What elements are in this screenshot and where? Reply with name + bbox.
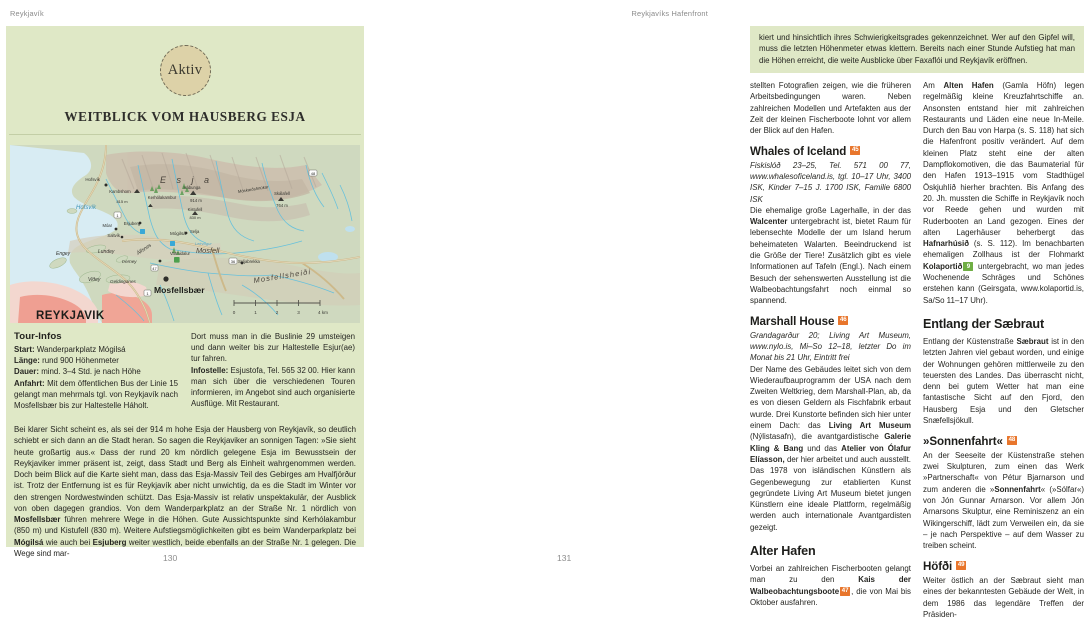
- svg-text:Álfsnes: Álfsnes: [135, 242, 153, 257]
- panel-divider: [9, 134, 361, 135]
- poi-heading-hofdi: [923, 560, 1084, 573]
- esja-bold-esjuberg: Esjuberg: [92, 537, 127, 547]
- alterhafen-text-part2: , die von Mai bis Oktober ausfahren.: [750, 586, 911, 607]
- svg-text:4 km: 4 km: [318, 310, 328, 315]
- marshall-text-part4: der hier arbeitet und auch ausstellt. Das 1978 von isländischen Künstlern als Gegenbewegung zur etablierten Kunst gegründete Living Art Museum bietet jungen Künstlern eine ideale Plattform, regelmäßig werden auch internationale Avantgardisten gezeigt.: [750, 454, 911, 532]
- svg-text:1: 1: [116, 212, 119, 218]
- hafen-bold-kolaportid: Kolaportið: [923, 261, 963, 271]
- whales-bold-walcenter: Walcenter: [750, 217, 788, 227]
- alterhafen-bold-kais: Kais der Walbeobachtungsboote: [750, 575, 911, 596]
- svg-text:Mosfellsheiði: Mosfellsheiði: [252, 266, 312, 285]
- hafen-bold-alten-hafen: Alten Hafen: [943, 81, 994, 90]
- tour-infos-continuation: Dort muss man in die Buslinie 29 umsteigen und dann weiter bis zur Haltestelle Esjur(ae) tur fahren.: [191, 332, 355, 364]
- tour-info-label-anfahrt: Anfahrt:: [14, 378, 45, 388]
- sonnenfahrt-text-part1: An der Seeseite der Küstenstraße stehen zwei Skulpturen, zum einen das Werk »Partnerschaft« von Pétur Bjarnarson und zum anderen die »: [923, 450, 1084, 494]
- svg-text:3: 3: [297, 310, 300, 315]
- svg-text:Engey: Engey: [56, 251, 71, 257]
- svg-text:E s j a: E s j a: [160, 175, 214, 185]
- svg-text:Kambshorn: Kambshorn: [109, 189, 131, 194]
- tour-infos-heading: Tour-Infos: [14, 331, 62, 342]
- sonnenfahrt-bold-name: Sonnenfahrt: [994, 484, 1041, 494]
- tour-info-value-start: Wanderparkplatz Mógilsá: [36, 345, 126, 354]
- poi-title-whales: Whales of Iceland: [750, 144, 847, 158]
- running-head-left: Reykjavík: [10, 9, 44, 18]
- saebraut-text-part2: ist in den letzten Jahren viel gebaut worden, und einige der Wohnungen gehören mittlerweile zu den teuersten des Landes. Das überrascht nicht, denn bei gutem Wetter hat man eine fantastische Sicht auf den Fjord, den Hausberg Esja und den Gletscher Snæfellsjökull.: [923, 336, 1084, 426]
- left-page: [0, 0, 370, 571]
- whales-text-part1: Die ehemalige große Lagerhalle, in der das: [750, 205, 911, 215]
- svg-text:Kerhólakambur: Kerhólakambur: [147, 195, 177, 200]
- column-middle: [750, 80, 911, 620]
- saebraut-text-part1: Entlang der Küstenstraße: [923, 336, 1017, 346]
- poi-heading-whales-of-iceland: [750, 145, 911, 158]
- esja-body-paragraph: [14, 424, 356, 559]
- svg-text:764 m: 764 m: [276, 203, 288, 208]
- section-heading-alter-hafen: Alter Hafen: [750, 544, 816, 559]
- svg-text:Selja: Selja: [190, 229, 200, 234]
- right-page-columns: [750, 80, 1084, 620]
- tour-infos-block: [14, 331, 356, 411]
- tour-info-value-laenge: rund 900 Höhenmeter: [42, 356, 119, 366]
- poi-title-marshall: Marshall House: [750, 314, 835, 328]
- poi-title-hofdi: Höfði: [923, 559, 953, 573]
- continuation-text: kiert und hinsichtlich ihres Schwierigkeitsgrades gekennzeichnet. Wer auf den Gipfel will, muss die letzten Höhenmeter etwas klettern. Bereits nach einer Stunde Aufstieg hat man die Höhen erreicht, die weite Ausblicke über Faxaflói und Reykjavík eröffnen.: [759, 33, 1075, 65]
- alterhafen-text-part1: Vorbei an zahlreichen Fischerbooten gelangt man zu den: [750, 564, 911, 585]
- svg-text:Mógilsá: Mógilsá: [170, 231, 186, 236]
- tour-infos-col-right: [191, 331, 355, 411]
- hafen-museum-continuation: stellten Fotografien zeigen, wie die früheren Arbeitsbedingungen waren. Neben zahlreichen Modellen und Artefakten aus der Zeit der kleinen Fischerboote lohnt vor allem der Blick auf den Hafen.: [750, 81, 911, 136]
- marshall-text-part3: und das: [803, 443, 842, 453]
- section-heading-saebraut: Entlang der Sæbraut: [923, 316, 1045, 331]
- svg-text:2: 2: [275, 310, 279, 315]
- hafen-text-part1: Am: [923, 81, 944, 90]
- marshall-bold-kling-bang: Galerie Kling & Bang: [750, 432, 911, 453]
- tour-infos-col-left: [14, 331, 178, 411]
- esja-bold-mosfellsbaer: Mosfellsbær: [14, 515, 61, 524]
- svg-text:Móar: Móar: [102, 223, 112, 228]
- svg-text:Þerney: Þerney: [122, 259, 137, 264]
- aktiv-stamp-icon: Aktiv: [160, 45, 211, 96]
- poi-text-hofdi: Weiter östlich an der Sæbraut sieht man eines der bekanntesten Gebäude der Welt, in dem 1986 das legendäre Treffen der Präsiden-: [923, 575, 1084, 619]
- poi-info-marshall: Grandagarður 20; Living Art Museum, www.nylo.is, Mi–So 12–18, letzter Do im Monat bis 21 Uhr, Eintritt frei: [750, 330, 911, 363]
- svg-text:48: 48: [310, 170, 316, 176]
- aktiv-badge-wrap: [6, 26, 364, 96]
- tour-info-row-start: [14, 344, 178, 355]
- svg-text:47: 47: [152, 265, 157, 271]
- poi-heading-marshall-house: [750, 315, 911, 328]
- section-text-saebraut: [923, 336, 1084, 426]
- hafen-text-part2: (Gamla Höfn) legen regelmäßig kleine Kreuzfahrtschiffe an. Ansonsten entstand hier mit zahlreichen Restaurants und Läden eine neue In-Meile. Durch den Bau von Harpa (s. S. 118) hat sich die Hafenfront positiv verändert. Auf dem kleinen Platz steht eine der alten Dampflokomotiven, die das Baumaterial für den Hafen 1913–1915 vom Stadthügel Öskjuhlíð hierher brachten. Bis Anfang des 20. Jh. mussten die Schiffe in Reykjavík noch vor Reede gehen und wurden mit Ruderbooten an Land gezogen. Eines der alten Lagerhäuser beherbergt das: [923, 81, 1084, 237]
- svg-text:Esjuberg: Esjuberg: [123, 221, 141, 226]
- poi-badge-48: 48: [1008, 436, 1016, 444]
- svg-text:830 m: 830 m: [189, 215, 201, 220]
- marshall-text-part2: (Nýlistasafn), die avantgardistische: [750, 432, 885, 442]
- svg-text:Kistufell: Kistufell: [187, 207, 203, 212]
- svg-text:Hofsvík: Hofsvík: [76, 205, 97, 211]
- right-page: [370, 0, 1084, 619]
- tour-info-value-anfahrt: Mit dem öffentlichen Bus der Linie 15 gelangt man mehrmals tgl. von Reykjavík nach Mosfellsbær bis zur Haltestelle Háholt.: [14, 378, 178, 411]
- tour-info-label-dauer: Dauer:: [14, 367, 39, 377]
- poi-text-marshall: [750, 364, 911, 533]
- svg-text:Mosfellsbær: Mosfellsbær: [154, 285, 205, 295]
- continuation-green-strip: [750, 26, 1084, 73]
- svg-text:Geldinganes: Geldinganes: [110, 279, 136, 284]
- alter-hafen-detail-paragraph: [923, 80, 1084, 306]
- running-head-right: Reykjavíks Hafenfront: [631, 9, 708, 18]
- tour-info-row-infostelle: [191, 365, 355, 410]
- page-number-right: 131: [557, 553, 572, 563]
- section-text-alter-hafen: [750, 563, 911, 608]
- page-number-left: 130: [163, 553, 178, 563]
- svg-text:Mosfell: Mosfell: [196, 246, 220, 255]
- poi-badge-49: 49: [957, 561, 965, 569]
- tour-info-label-start: Start:: [14, 345, 35, 354]
- hafen-text-part3: (s. S. 112). Im benachbarten ehemaligen Zollhaus ist der Flohmarkt: [923, 239, 1084, 260]
- column-right: [923, 80, 1084, 620]
- marshall-bold-living-art: Living Art Museum: [828, 421, 911, 431]
- svg-text:Móskarðshnúkar: Móskarðshnúkar: [237, 184, 269, 194]
- activity-title: WEITBLICK VOM HAUSBERG ESJA: [64, 109, 306, 124]
- saebraut-bold-name: Sæbraut: [1016, 336, 1049, 346]
- whales-text-part2: untergebracht ist, bietet Raum für lebensechte Modelle der um Island herum beheimateten Walarten. Beeindruckend ist die Größe der Tiere! Zusätzlich gibt es viele Informationen auf Tafeln (Engl.). Nach einem Besuch der sehenswerten Ausstellung ist die Walbeobachtungsfahrt noch einmal so spannend.: [750, 217, 911, 306]
- hafen-bold-hafnarhusid: Hafnarhúsið: [923, 239, 970, 249]
- marshall-bold-eliasson: Atelier von Ólafur Elíasson,: [750, 443, 911, 464]
- esja-text-part4: weiter westlich, beide ebenfalls an der Straße Nr. 1 gelegen. Die Wege sind mar-: [14, 537, 356, 558]
- esja-text-part1: Bei klarer Sicht scheint es, als sei der 914 m hohe Esja der Hausberg von Reykjavík, so deutlich schiebt er sich dann an die Stadt heran. So sagen die Reykjaviker an sonnigen Tagen: »Sie sieht heute großartig aus.« Dass der rund 20 km nördlich gelegene Esja im Bewusstsein der Reykjaviker immer präsent ist, zeigt, dass Stadt und Berg als Einheit wahrgenommen werden. Doch beim Blick auf die Karte sieht man, dass das Esja-Massiv Teil des Gebirges am Hvalfjörður ist. Trotz der Entfernung ist es für Reykjavík aber nicht unwichtig, da es die Stadt im Winter vor den strengen Nordwestwinden schützt. Das Esja-Massiv ist relativ unspektakulär, der Ausblick von oben dagegen grandios. Von dem Wanderparkplatz an der Straße Nr. 1 nördlich von: [14, 425, 356, 513]
- svg-text:Seljabrekka: Seljabrekka: [238, 259, 260, 264]
- marshall-text-part1: Der Name des Gebäudes leitet sich von dem Wiederaufbauprogramm der USA nach dem Zweiten Weltkrieg, dem Marshall-Plan, ab, da es von diesen Geldern als Fischfabrik erbaut wurde. Drei Kunstorte befinden sich hier unter einem Dach: das: [750, 364, 911, 431]
- svg-text:Lundey: Lundey: [98, 249, 115, 255]
- tour-info-value-infostelle: Esjustofa, Tel. 565 32 00. Hier kann man sich über die verschiedenen Touren informieren, im Angebot sind auch organisierte Ausflüge. Mit Restaurant.: [191, 365, 355, 409]
- svg-text:36: 36: [230, 258, 236, 264]
- sonnenfahrt-text-part2: « (»Sólfar«) von Jón Gunnar Arnarson. Vor allem Jón Arnarsons Skulptur, eine Reminiszenz an ein Wikingerschiff, lädt zum Verweilen ein, da sie – je nach Perspektive – auf dem Wasser zu treiben scheint.: [923, 484, 1084, 551]
- poi-info-whales: Fiskislóð 23–25, Tel. 571 00 77, www.whalesoficeland.is, tgl. 10–17 Uhr, 3400 ISK, Kinder 7–15 J. 1700 ISK, Familie 6800 ISK: [750, 160, 911, 204]
- svg-text:Skálafell: Skálafell: [274, 191, 290, 196]
- esja-text-part2: führen mehrere Wege in die Höhen. Gute Aussichtspunkte sind Kerhólakambur (850 m) und Kistufell (830 m). Weitere Aufstiegsmöglichkeiten gibt es beim Wanderparkplatz bei: [14, 515, 356, 536]
- hafen-text-part4: untergebracht, wo man jedes Wochenende Schräges und Schönes erstehen kann (Geirsgata, www.kolaportid.is, Sa/So 11–17 Uhr).: [923, 261, 1084, 305]
- svg-text:0: 0: [232, 310, 236, 315]
- poi-title-sonnenfahrt: »Sonnenfahrt«: [923, 434, 1003, 448]
- svg-text:Varmidalur: Varmidalur: [170, 251, 190, 256]
- poi-text-whales: [750, 205, 911, 307]
- poi-heading-sonnenfahrt: [923, 435, 1084, 448]
- poi-badge-46: 46: [840, 316, 847, 324]
- tour-info-label-laenge: Länge:: [14, 356, 40, 366]
- esja-text-part3: wie auch bei: [43, 537, 93, 547]
- tour-info-row-laenge: [14, 355, 178, 366]
- svg-text:914 m: 914 m: [190, 198, 202, 203]
- esja-area-map: [10, 145, 360, 323]
- svg-text:Saltvík: Saltvík: [107, 233, 120, 238]
- svg-text:REYKJAVIK: REYKJAVIK: [36, 310, 105, 322]
- poi-badge-47: 47: [841, 587, 849, 595]
- poi-text-sonnenfahrt: [923, 450, 1084, 552]
- poi-badge-45: 45: [851, 146, 859, 154]
- svg-text:1: 1: [254, 310, 257, 315]
- svg-text:Hábunga: Hábunga: [183, 185, 201, 190]
- tour-info-row-dauer: [14, 366, 178, 377]
- poi-badge-9: 9: [963, 262, 973, 272]
- svg-text:Viðey: Viðey: [88, 277, 101, 283]
- svg-text:815 m: 815 m: [116, 199, 128, 204]
- tour-info-row-anfahrt: [14, 378, 178, 412]
- esja-bold-mogilsa: Mógilsá: [14, 537, 44, 547]
- tour-info-value-dauer: mind. 3–4 Std. je nach Höhe: [41, 367, 141, 377]
- tour-info-label-infostelle: Infostelle:: [191, 365, 229, 375]
- svg-text:Leirvogur: Leirvogur: [195, 241, 212, 246]
- svg-text:Hofsvík: Hofsvík: [85, 177, 100, 182]
- svg-text:1: 1: [146, 290, 149, 296]
